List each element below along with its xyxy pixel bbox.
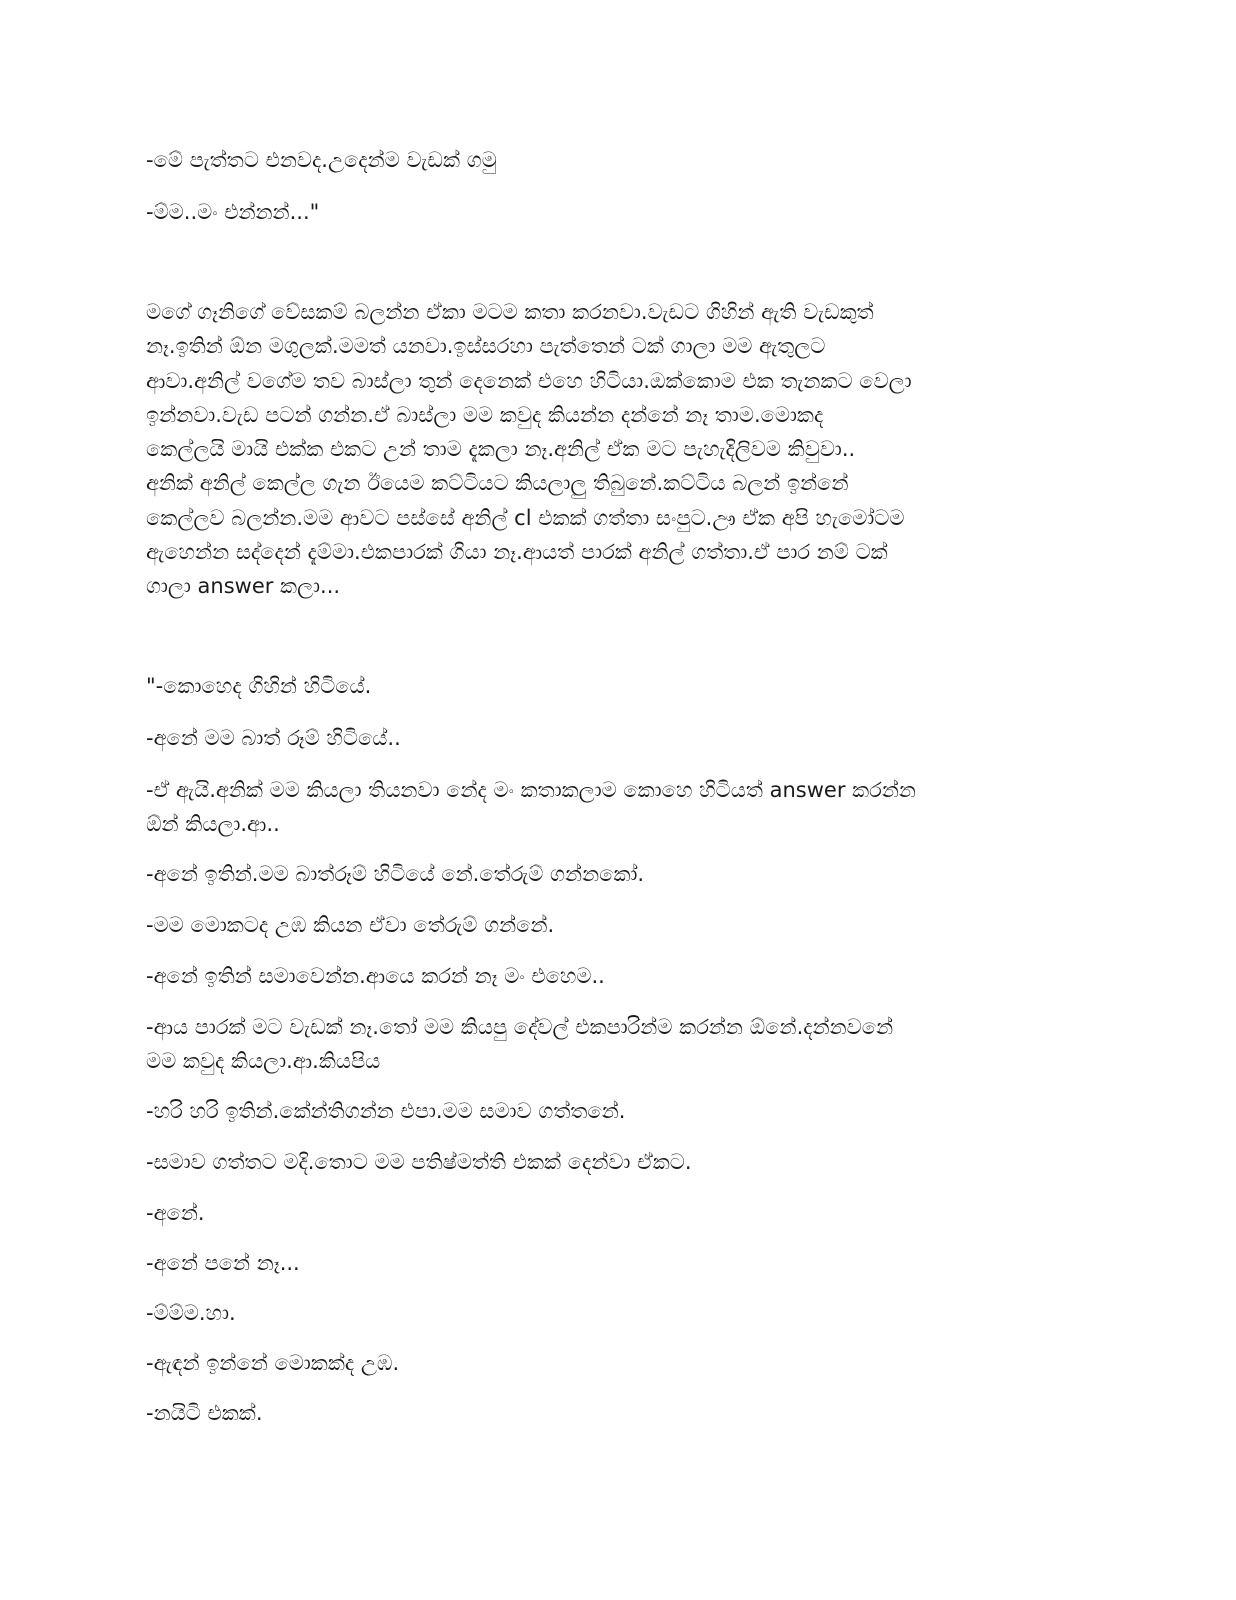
dialogue-text: මම කවුද කියලා.ආ.කියපිය	[146, 1049, 381, 1073]
paragraph-line: නෑ.ඉතින් ඕන මගුලක්.මමත් යනවා.ඉස්සරහා පැත්තෙන් ටක් ගාලා මම ඇතුලට	[146, 334, 826, 359]
dialogue-text: -සමාව ගත්තට මදි.තොට මම පතිෂ්මත්ති එකක් දෙන්වා ඒකට.	[146, 1150, 692, 1174]
dialogue-line	[146, 1246, 1086, 1280]
dialogue-line	[146, 908, 1086, 942]
paragraph-line: මගේ ගෑනිගේ වේසකම් බලන්න ඒකා මටම කතා කරනවා.වැඩට ගිහින් ඇති වැඩකුත්	[146, 300, 874, 324]
dialogue-text: -මම මොකටද උඹ කියන ඒවා තේරුම් ගන්නේ.	[146, 913, 555, 937]
dialogue-text: -අනේ මම බාත් රූම් හිටියේ..	[146, 726, 401, 750]
dialogue-line	[146, 857, 1086, 891]
paragraph-line: ඉන්නවා.වැඩ පටන් ගන්න.ඒ බාස්ලා මම කවුද කියන්න දන්නේ නෑ තාම.මොකද	[146, 402, 824, 427]
dialogue-text: -අනේ ඉතින්.මම බාත්රූම් හිටියේ නේ.තේරුම් ගන්නකෝ.	[146, 862, 645, 886]
paragraph-line: කෙල්ලව බලන්න.මම ආවට පස්සේ අනිල් cl එකක් ගත්තා සංපුට.ඌ ඒක අපි හැමෝටම	[146, 505, 905, 530]
paragraph-line: ඇහෙන්න සද්දෙන් දැම්මා.එකපාරක් ගියා නෑ.ආයත් පාරක් අනිල් ගත්තා.ඒ පාර නම් ටක්	[146, 540, 888, 565]
paragraph-line: අනික් අනිල් කෙල්ල ගැන ඊයෙම කට්ටියට කියලාලු තිබුනේ.කට්ටිය බලන් ඉන්නේ	[146, 471, 849, 496]
dialogue-line	[146, 959, 1086, 993]
dialogue-text: -ම්ම්ම.හා.	[146, 1301, 236, 1325]
dialogue-text: -අනේ ඉතින් සමාවෙන්න.ආයෙ කරන් නෑ මං එහෙම..	[146, 964, 605, 988]
dialogue-text: -ආය පාරක් මට වැඩක් නෑ.තෝ මම කියපු දේවල් එකපාරින්ම කරන්න ඕනේ.දන්නවනේ	[146, 1015, 894, 1039]
dialogue-text: "-කොහෙද ගිහින් හිටියේ.	[146, 674, 372, 698]
dialogue-text: -අනේ.	[146, 1201, 205, 1225]
narrative-paragraph	[146, 295, 1086, 604]
intro-line-1: -මේ පැත්තට එනවද.උදෙන්ම වැඩක් ගමු	[146, 148, 497, 172]
paragraph-line: ගාලා answer කලා...	[146, 574, 341, 599]
paragraph-line: කෙල්ලයි මායි එක්ක එකට උන් තාම දැකලා නෑ.අනිල් ඒක මට පැහැදිලිවම කිවුවා..	[146, 437, 856, 462]
dialogue-line	[146, 1196, 1086, 1230]
paragraph-line: ආවා.අනිල් වගේම තව බාස්ලා තුන් දෙනෙක් එහෙ හිටියා.ඔක්කොම එක තැනකට වෙලා	[146, 368, 912, 393]
dialogue-text: -ඒ ඇයි.අනික් මම කියලා තියනවා නේද මං කතාකලාම කොහෙ හිටියත් answer කරන්න	[146, 778, 916, 802]
dialogue-line	[146, 773, 1086, 841]
dialogue-line	[146, 1396, 1086, 1430]
dialogue-line	[146, 669, 1086, 703]
intro-line-2: -ම්ම..මං එන්නන්..."	[146, 200, 320, 224]
dialogue-line	[146, 1145, 1086, 1179]
dialogue-line	[146, 1094, 1086, 1128]
dialogue-text: ඕන් කියලා.ආ..	[146, 812, 280, 836]
dialogue-line	[146, 1296, 1086, 1330]
dialogue-text: -අනේ පනේ නෑ...	[146, 1251, 300, 1275]
dialogue-text: -හරි හරි ඉතින්.කේන්තිගන්න එපා.මම සමාව ගත්තනේ.	[146, 1099, 626, 1123]
dialogue-line	[146, 1346, 1086, 1380]
dialogue-text: -ඇඳන් ඉන්නේ මොකක්ද උඹ.	[146, 1351, 400, 1375]
dialogue-line	[146, 721, 1086, 755]
dialogue-line	[146, 1010, 1086, 1078]
dialogue-text: -නයිටි එකක්.	[146, 1401, 263, 1425]
